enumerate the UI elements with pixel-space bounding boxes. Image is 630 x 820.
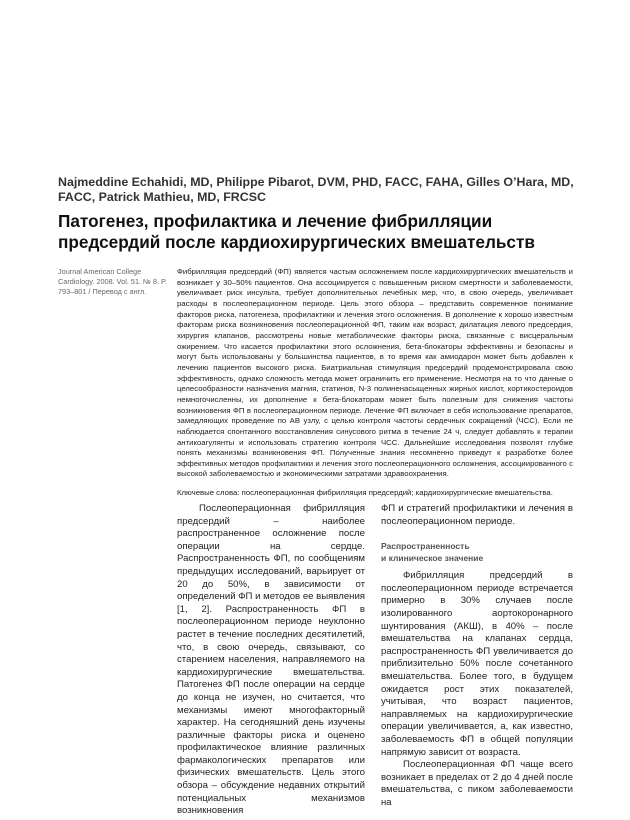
- body-paragraph: Фибрилляция предсердий в послеоперационном периоде встречается примерно в 30% случаев после изолированного аортокоронарного шунтирования (АКШ), в 40% – после вмешательства на клапанах сердца, распространенность ФП увеличивается до приблизительно 50% после сочетанного вмешательства. Более того, в будущем ожидается рост этих показателей, учитывая, что возраст пациентов, направляемых на кардиохирургические операции увеличивается, а, как известно, заболеваемость ФП в общей популяции напрямую зависит от возраста.: [381, 570, 573, 758]
- abstract-text: Фибрилляция предсердий (ФП) является частым осложнением после кардиохирургических вмешательств и возникает у 30–50% пациентов. Она ассоциируется с повышенным риском смертности и заболеваемости, увеличивает риск инсульта, требует дополнительных лечебных мер, что, в свою очередь, увеличивает расходы в послеоперационном периоде. Цель этого обзора – представить современное понимание факторов риска, патогенеза, профилактики и лечения этого осложнения. В дополнение к хорошо известным факторам риска возникновения послеоперационной ФП, таким как возраст, дилатация левого предсердия, хирургия клапанов, рассмотрены новые метаболические факторы риска, связанные с висцеральным ожирением. Что касается профилактики этого осложнения, бета-блокаторы эффективны и безопасны и могут быть использованы у большинства пациентов, в то время как амиодарон может быть добавлен к лечению пациентов высокого риска. Биатриальная стимуляция предсердий продемонстрировала свою эффективность, однако сложность метода может ограничить его применение. Несмотря на то что данные о целесообразности назначения магния, статинов, N-3 полиненасыщенных жирных кислот, кортикостероидов немногочисленны, их дополнение к бета-блокаторам может быть полезным для снижения частоты возникновения ФП в послеоперационном периоде. Лечение ФП включает в себя использование препаратов, замедляющих проведение по АВ узлу, с целью контроля частоты сердечных сокращений (ЧСС). Если не наблюдается спонтанного восстановления синусового ритма в течение 24 ч, следует добавлять к терапии антикоагулянты и использовать стратегию контроля ЧСС. Дальнейшие исследования позволят глубже понять механизмы возникновения ФП. Полученные знания несомненно приведут к разработке более эффективных методов профилактики и лечения этого послеоперационного осложнения, ассоциированного с высокой заболеваемостью и экономическими затратами здравоохранения.: [177, 267, 573, 479]
- body-paragraph: Послеоперационная ФП чаще всего возникает в пределах от 2 до 4 дней после вмешательства, с пиком заболеваемости на: [381, 759, 573, 808]
- article-title: Патогенез, профилактика и лечение фибрилляции предсердий после кардиохирургических вмешательств: [58, 211, 535, 252]
- section-heading-line: и клиническое значение: [381, 552, 484, 563]
- body-paragraph-continued: ФП и стратегий профилактики и лечения в послеоперационном периоде.: [381, 503, 573, 527]
- body-column-left: [177, 503, 365, 818]
- body-paragraph: Послеоперационная фибрилляция предсердий – наиболее распространенное осложнение после операции на сердце. Распространенность ФП, по сообщениям предыдущих исследований, варьирует от 20 до 50%, в зависимости от определений ФП и методов ее выявления [1, 2]. Распространенность ФП в послеоперационном периоде неуклонно растет в течение последних десятилетий, что, в свою очередь, связывают, со старением населения, направляемого на кардиохирургические вмешательства. Патогенез ФП после операции на сердце до конца не изучен, но считается, что механизмы имеют многофакторный характер. На сегодняшний день изучены различные факторы риска и оценено профилактическое влияние различных фармакологических препаратов или физических вмешательств. Цель этого обзора – обсуждение недавних открытий потенциальных механизмов возникновения: [177, 503, 366, 817]
- section-heading: [381, 541, 573, 564]
- source-citation: Journal American College Cardiology. 2008. Vol. 51. № 8. P. 793–801 / Перевод с англ.: [58, 267, 167, 296]
- body-column-right: [381, 503, 573, 809]
- abstract: [177, 267, 573, 480]
- keywords: Ключевые слова: послеоперационная фибрилляция предсердий; кардиохирургические вмешательства.: [177, 488, 553, 497]
- section-heading-line: Распространенность: [381, 541, 470, 552]
- authors: Najmeddine Echahidi, MD, Philippe Pibarot, DVM, PHD, FACC, FAHA, Gilles O’Hara, MD, FACC, Patrick Mathieu, MD, FRCSC: [58, 175, 574, 204]
